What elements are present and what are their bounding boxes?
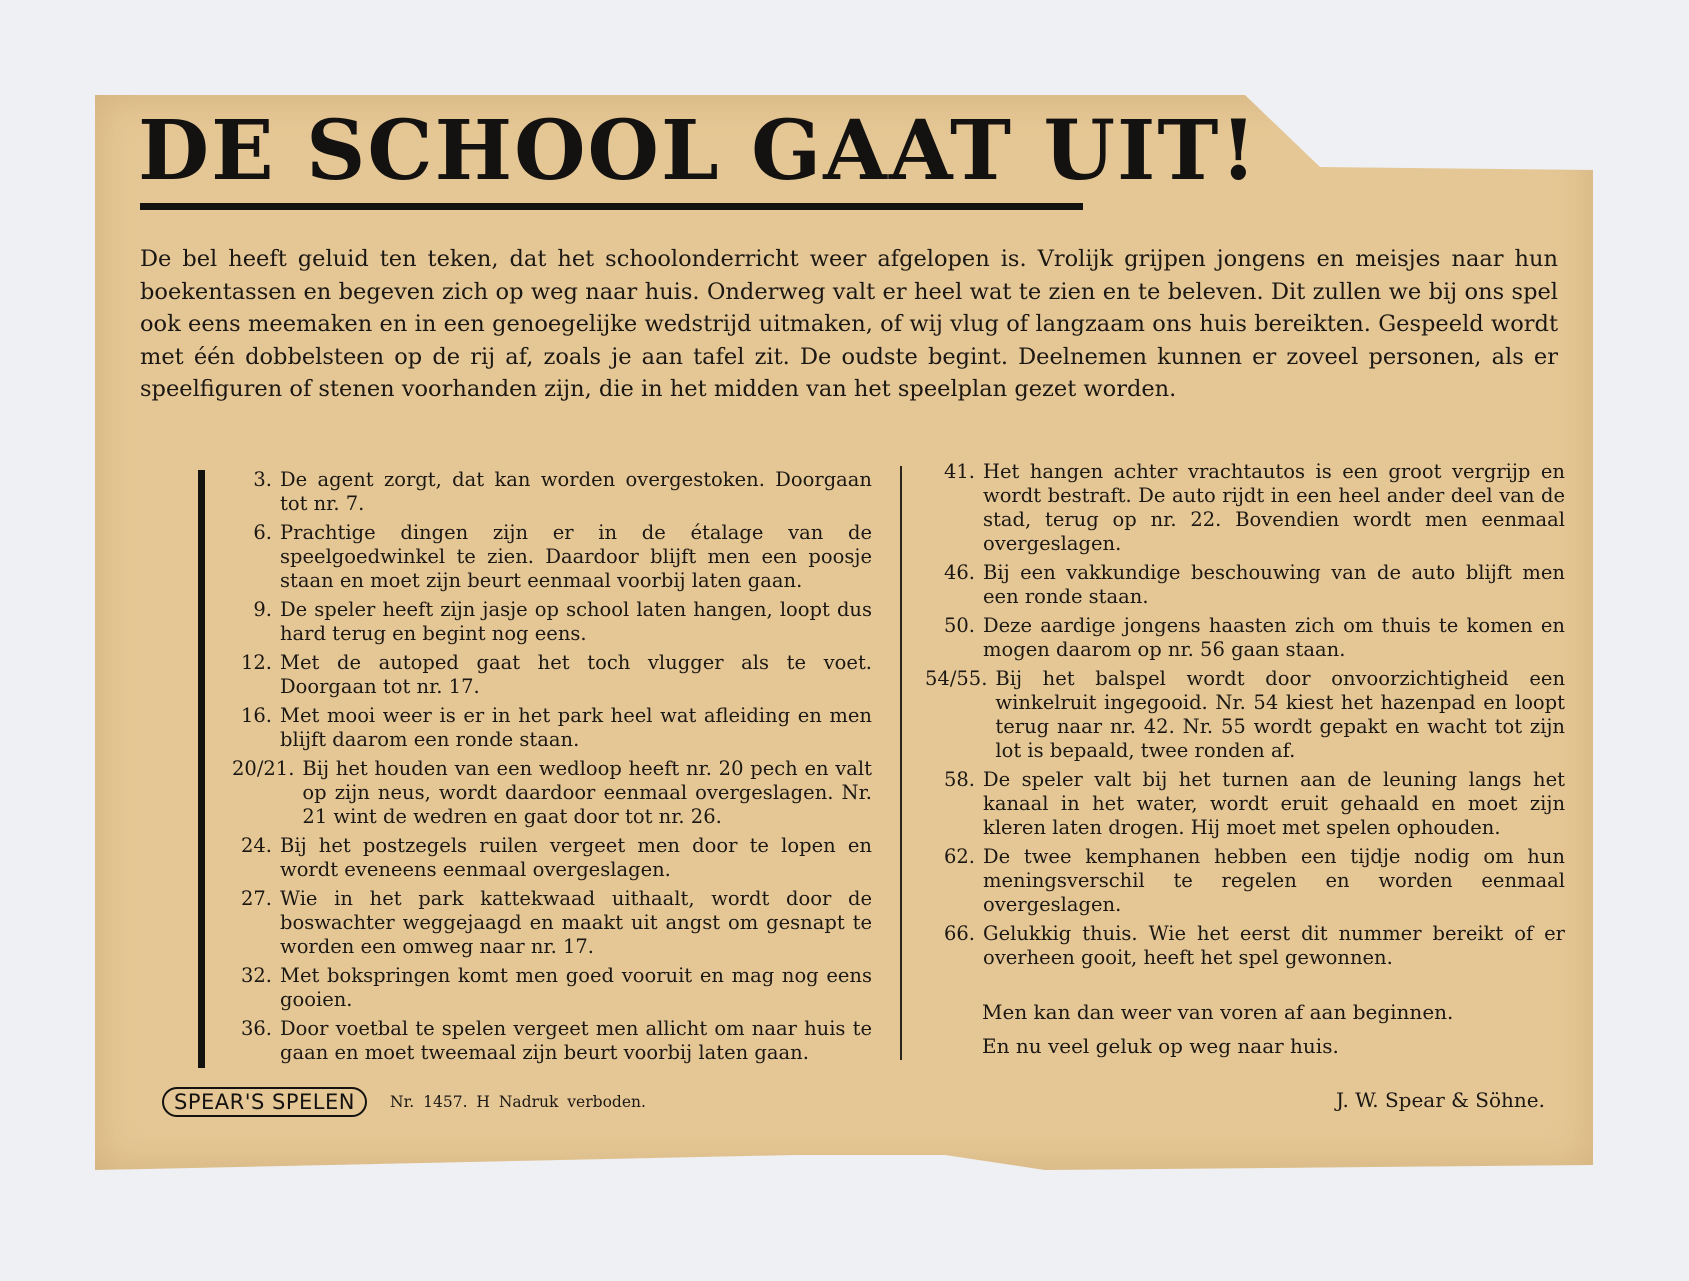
rule-item: [232, 704, 872, 752]
rule-text: De speler heeft zijn jasje op school laten hangen, loopt dus hard terug en begint nog eens.: [280, 598, 872, 645]
rule-number: 20/21.: [232, 757, 295, 780]
intro-paragraph: De bel heeft geluid ten teken, dat het schoolonderricht weer afgelopen is. Vrolijk grijpen jongens en meisjes naar hun boekentassen en begeven zich op weg naar huis. Onderweg valt er heel wat te zien en te beleven. Dit zullen we bij ons spel ook eens meemaken en in een genoegelijke wedstrijd uitmaken, of wij vlug of langzaam ons huis bereikten. Gespeeld wordt met één dobbelsteen op de rij af, zoals je aan tafel zit. De oudste begint. Deelnemen kunnen er zoveel personen, als er speelfiguren of stenen voorhanden zijn, die in het midden van het speelplan gezet worden.: [140, 246, 1558, 402]
rule-text: Gelukkig thuis. Wie het eerst dit nummer bereikt of er overheen gooit, heeft het spel gewonnen.: [983, 922, 1565, 969]
rule-number: 9.: [253, 598, 272, 621]
rules-list-right: [925, 460, 1565, 975]
rule-number: 41.: [943, 460, 975, 483]
rule-text: Bij het balspel wordt door onvoorzichtigheid een winkelruit ingegooid. Nr. 54 kiest het hazenpad en loopt terug naar nr. 42. Nr. 55 wordt gepakt en wacht tot zijn lot is bepaald, twee ronden af.: [995, 667, 1565, 762]
rule-item: [232, 757, 872, 829]
print-number: Nr. 1457. H Nadruk verboden.: [390, 1093, 646, 1111]
rule-number: 36.: [240, 1017, 272, 1040]
rule-item: [925, 614, 1565, 662]
rule-text: Bij het postzegels ruilen vergeet men door te lopen en wordt eveneens eenmaal overgeslagen.: [280, 834, 872, 881]
rule-text: Wie in het park kattekwaad uithaalt, wordt door de boswachter weggejaagd en maakt uit angst om gesnapt te worden een omweg naar nr. 17.: [280, 887, 872, 958]
page-title: DE SCHOOL GAAT UIT!: [138, 103, 1259, 199]
rule-number: 66.: [943, 922, 975, 945]
rule-text: Bij een vakkundige beschouwing van de auto blijft men een ronde staan.: [983, 561, 1565, 608]
rule-item: [925, 845, 1565, 917]
rule-text: De speler valt bij het turnen aan de leuning langs het kanaal in het water, wordt eruit gehaald en moet zijn kleren laten drogen. Hij moet met spelen ophouden.: [983, 768, 1565, 839]
rule-text: Bij het houden van een wedloop heeft nr. 20 pech en valt op zijn neus, wordt daardoor eenmaal overgeslagen. Nr. 21 wint de wedren en gaat door tot nr. 26.: [302, 757, 872, 828]
rule-number: 58.: [943, 768, 975, 791]
rule-item: [232, 598, 872, 646]
rule-number: 46.: [943, 561, 975, 584]
rule-item: [925, 460, 1565, 556]
rule-item: [232, 964, 872, 1012]
rule-number: 12.: [240, 651, 272, 674]
rule-text: Door voetbal te spelen vergeet men allicht om naar huis te gaan en moet tweemaal zijn beurt voorbij laten gaan.: [280, 1017, 872, 1064]
rule-item: [232, 651, 872, 699]
rule-item: [925, 667, 1565, 763]
column-separator: [900, 466, 902, 1060]
rule-text: Prachtige dingen zijn er in de étalage van de speelgoedwinkel te zien. Daardoor blijft men een poosje staan en moet zijn beurt eenmaal voorbij laten gaan.: [280, 521, 872, 592]
rule-item: [232, 468, 872, 516]
rule-item: [925, 768, 1565, 840]
rules-list-left: [232, 468, 872, 1070]
rule-text: Deze aardige jongens haasten zich om thuis te komen en mogen daarom op nr. 56 gaan staan.: [983, 614, 1565, 661]
rule-item: [232, 887, 872, 959]
rule-number: 16.: [240, 704, 272, 727]
closing-line: En nu veel geluk op weg naar huis.: [982, 1034, 1339, 1058]
title-underline: [140, 203, 1083, 210]
rule-text: Met de autoped gaat het toch vlugger als te voet. Doorgaan tot nr. 17.: [280, 651, 872, 698]
rule-number: 50.: [943, 614, 975, 637]
rule-item: [232, 834, 872, 882]
rule-number: 3.: [253, 468, 272, 491]
rule-text: De twee kemphanen hebben een tijdje nodig om hun meningsverschil te regelen en worden eenmaal overgeslagen.: [983, 845, 1565, 916]
left-column-bar: [198, 470, 205, 1068]
publisher-name: J. W. Spear & Söhne.: [1336, 1088, 1545, 1112]
rule-text: Met bokspringen komt men goed vooruit en mag nog eens gooien.: [280, 964, 872, 1011]
spears-spelen-logo: SPEAR'S SPELEN: [162, 1087, 367, 1117]
closing-line: Men kan dan weer van voren af aan beginnen.: [982, 1000, 1454, 1024]
rule-text: Met mooi weer is er in het park heel wat afleiding en men blijft daarom een ronde staan.: [280, 704, 872, 751]
rule-item: [232, 521, 872, 593]
rule-item: [232, 1017, 872, 1065]
rule-number: 24.: [240, 834, 272, 857]
rule-number: 32.: [240, 964, 272, 987]
rule-number: 6.: [253, 521, 272, 544]
rule-item: [925, 922, 1565, 970]
rule-number: 62.: [943, 845, 975, 868]
rule-text: De agent zorgt, dat kan worden overgestoken. Doorgaan tot nr. 7.: [280, 468, 872, 515]
rule-text: Het hangen achter vrachtautos is een groot vergrijp en wordt bestraft. De auto rijdt in een heel ander deel van de stad, terug op nr. 22. Bovendien wordt men eenmaal overgeslagen.: [983, 460, 1565, 555]
rule-number: 27.: [240, 887, 272, 910]
rule-item: [925, 561, 1565, 609]
rule-number: 54/55.: [925, 667, 988, 690]
